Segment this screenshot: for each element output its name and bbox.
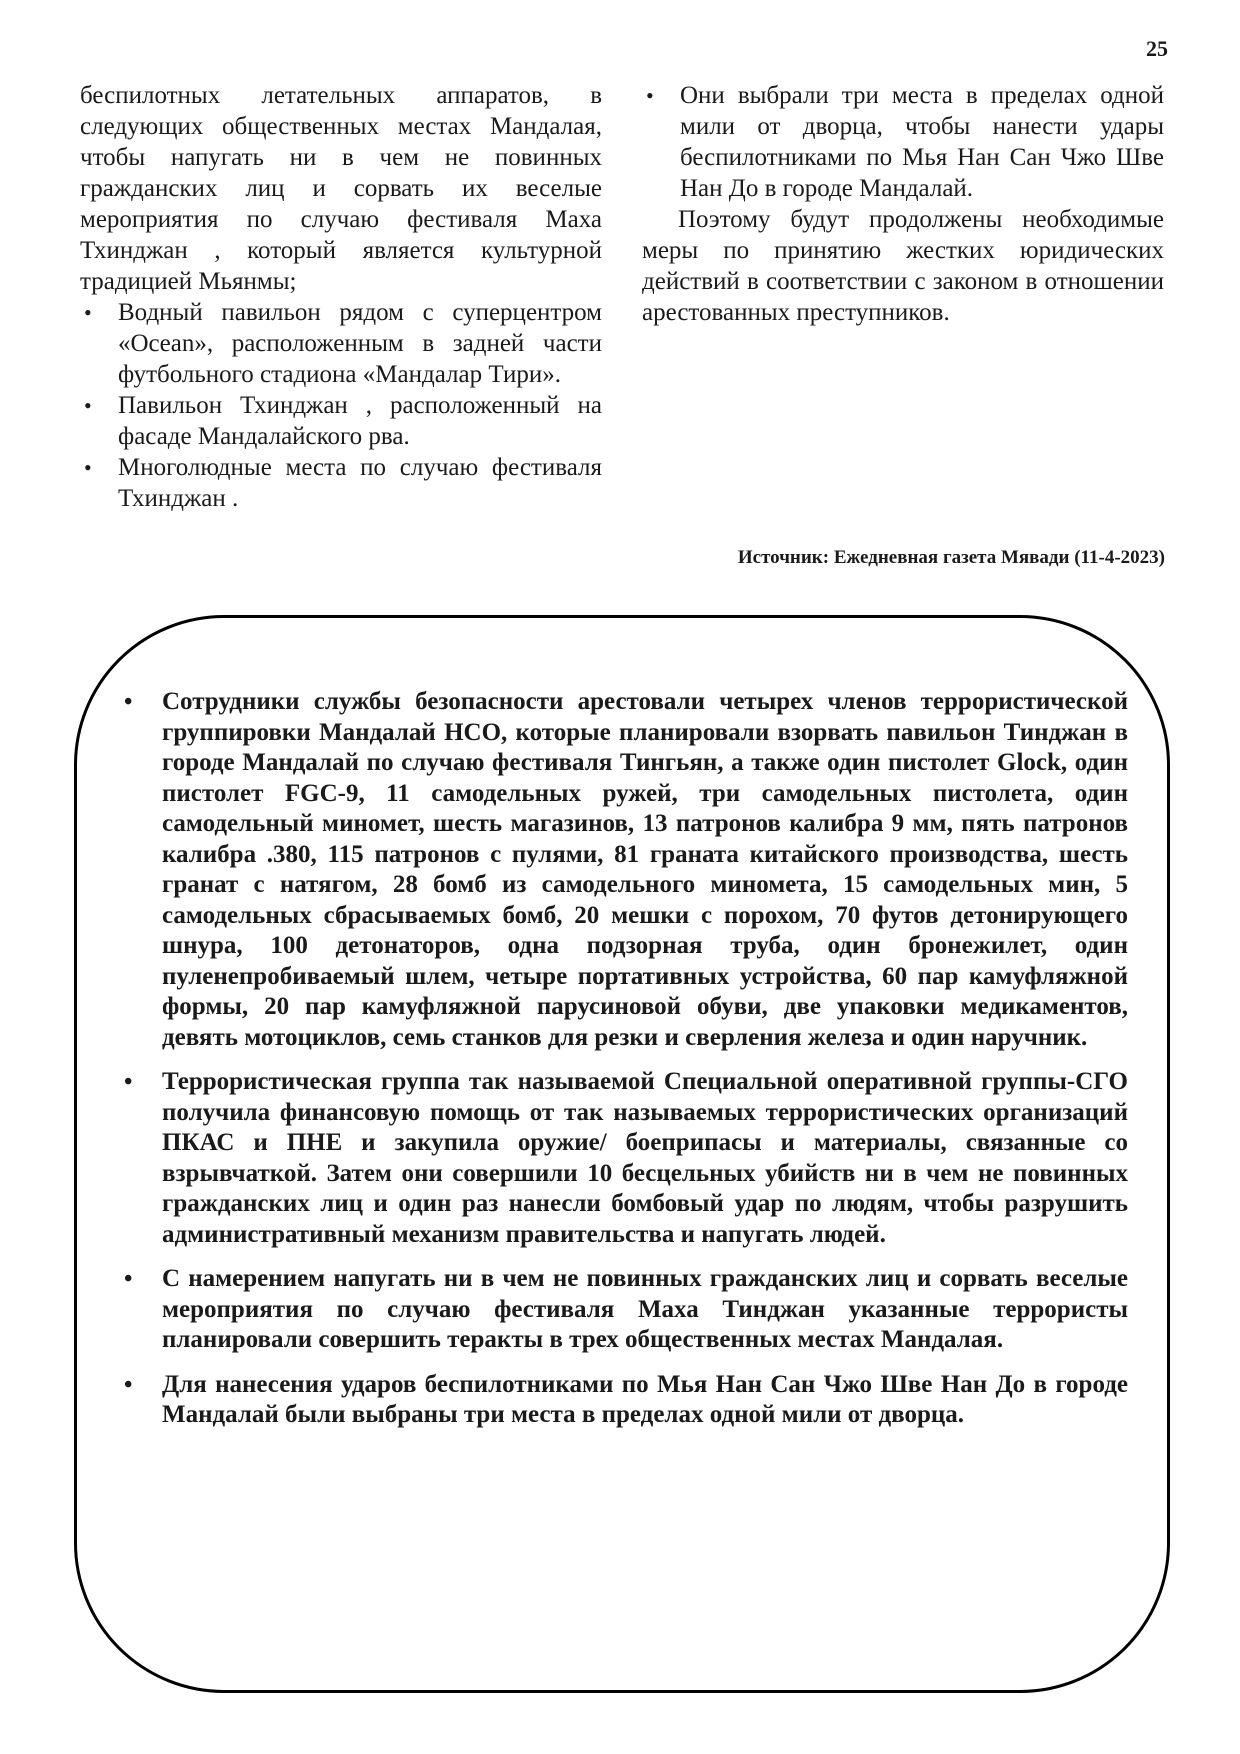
location-item: • Павильон Тхинджан , расположенный на фасаде Мандалайского рва. <box>80 390 602 452</box>
right-bullet-list <box>642 80 1164 204</box>
left-intro-paragraph: беспилотных летательных аппаратов, в следующих общественных местах Мандалая, чтобы напугать ни в чем не повинных гражданских лиц и сорвать их веселые мероприятия по случаю фестиваля Маха Тхинджан , который является культурной традицией Мьянмы; <box>80 82 602 295</box>
location-list <box>80 297 602 514</box>
right-bullet-item: • Они выбрали три места в пределах одной мили от дворца, чтобы нанести удары беспилотниками по Мья Нан Сан Чжо Шве Нан До в городе Мандалай. <box>642 80 1164 204</box>
page-number: 25 <box>1146 36 1168 61</box>
right-column <box>642 80 1164 328</box>
location-item: • Многолюдные места по случаю фестиваля Тхинджан . <box>80 452 602 514</box>
left-column <box>80 80 602 514</box>
summary-item: • С намерением напугать ни в чем не повинных гражданских лиц и сорвать веселые мероприятия по случаю фестиваля Маха Тинджан указанные террористы планировали совершить теракты в трех общественных местах Мандалая. <box>120 1264 1128 1356</box>
right-paragraph: Поэтому будут продолжены необходимые меры по принятию жестких юридических действий в соответствии с законом в отношении арестованных преступников. <box>642 206 1164 326</box>
location-item: • Водный павильон рядом с суперцентром «Ocean», расположенным в задней части футбольного стадиона «Мандалар Тири». <box>80 297 602 390</box>
summary-item: • Для нанесения ударов беспилотниками по Мья Нан Сан Чжо Шве Нан До в городе Мандалай были выбраны три места в пределах одной мили от дворца. <box>120 1370 1128 1431</box>
summary-box-list <box>120 687 1128 1445</box>
summary-item: • Террористическая группа так называемой Специальной оперативной группы-СГО получила финансовую помощь от так называемых террористических организаций ПКАС и ПНЕ и закупила оружие/ боеприпасы и материалы, связанные со взрывчаткой. Затем они совершили 10 бесцельных убийств ни в чем не повинных гражданских лиц и один раз нанесли бомбовый удар по людям, чтобы разрушить административный механизм правительства и напугать людей. <box>120 1067 1128 1250</box>
source-citation: Источник: Ежедневная газета Мявади (11-4-2023) <box>737 547 1165 568</box>
summary-item: • Сотрудники службы безопасности арестовали четырех членов террористической группировки Мандалай НСО, которые планировали взорвать павильон Тинджан в городе Мандалай по случаю фестиваля Тингьян, а также один пистолет Glock, один пистолет FGC-9, 11 самодельных ружей, три самодельных пистолета, один самодельный миномет, шесть магазинов, 13 патронов калибра 9 мм, пять патронов калибра .380, 115 патронов с пулями, 81 граната китайского производства, шесть гранат с натягом, 28 бомб из самодельного миномета, 15 самодельных мин, 5 самодельных сбрасываемых бомб, 20 мешки с порохом, 70 футов детонирующего шнура, 100 детонаторов, одна подзорная труба, один бронежилет, один пуленепробиваемый шлем, четыре портативных устройства, 60 пар камуфляжной формы, 20 пар камуфляжной парусиновой обуви, две упаковки медикаментов, девять мотоциклов, семь станков для резки и сверления железа и один наручник. <box>120 687 1128 1053</box>
